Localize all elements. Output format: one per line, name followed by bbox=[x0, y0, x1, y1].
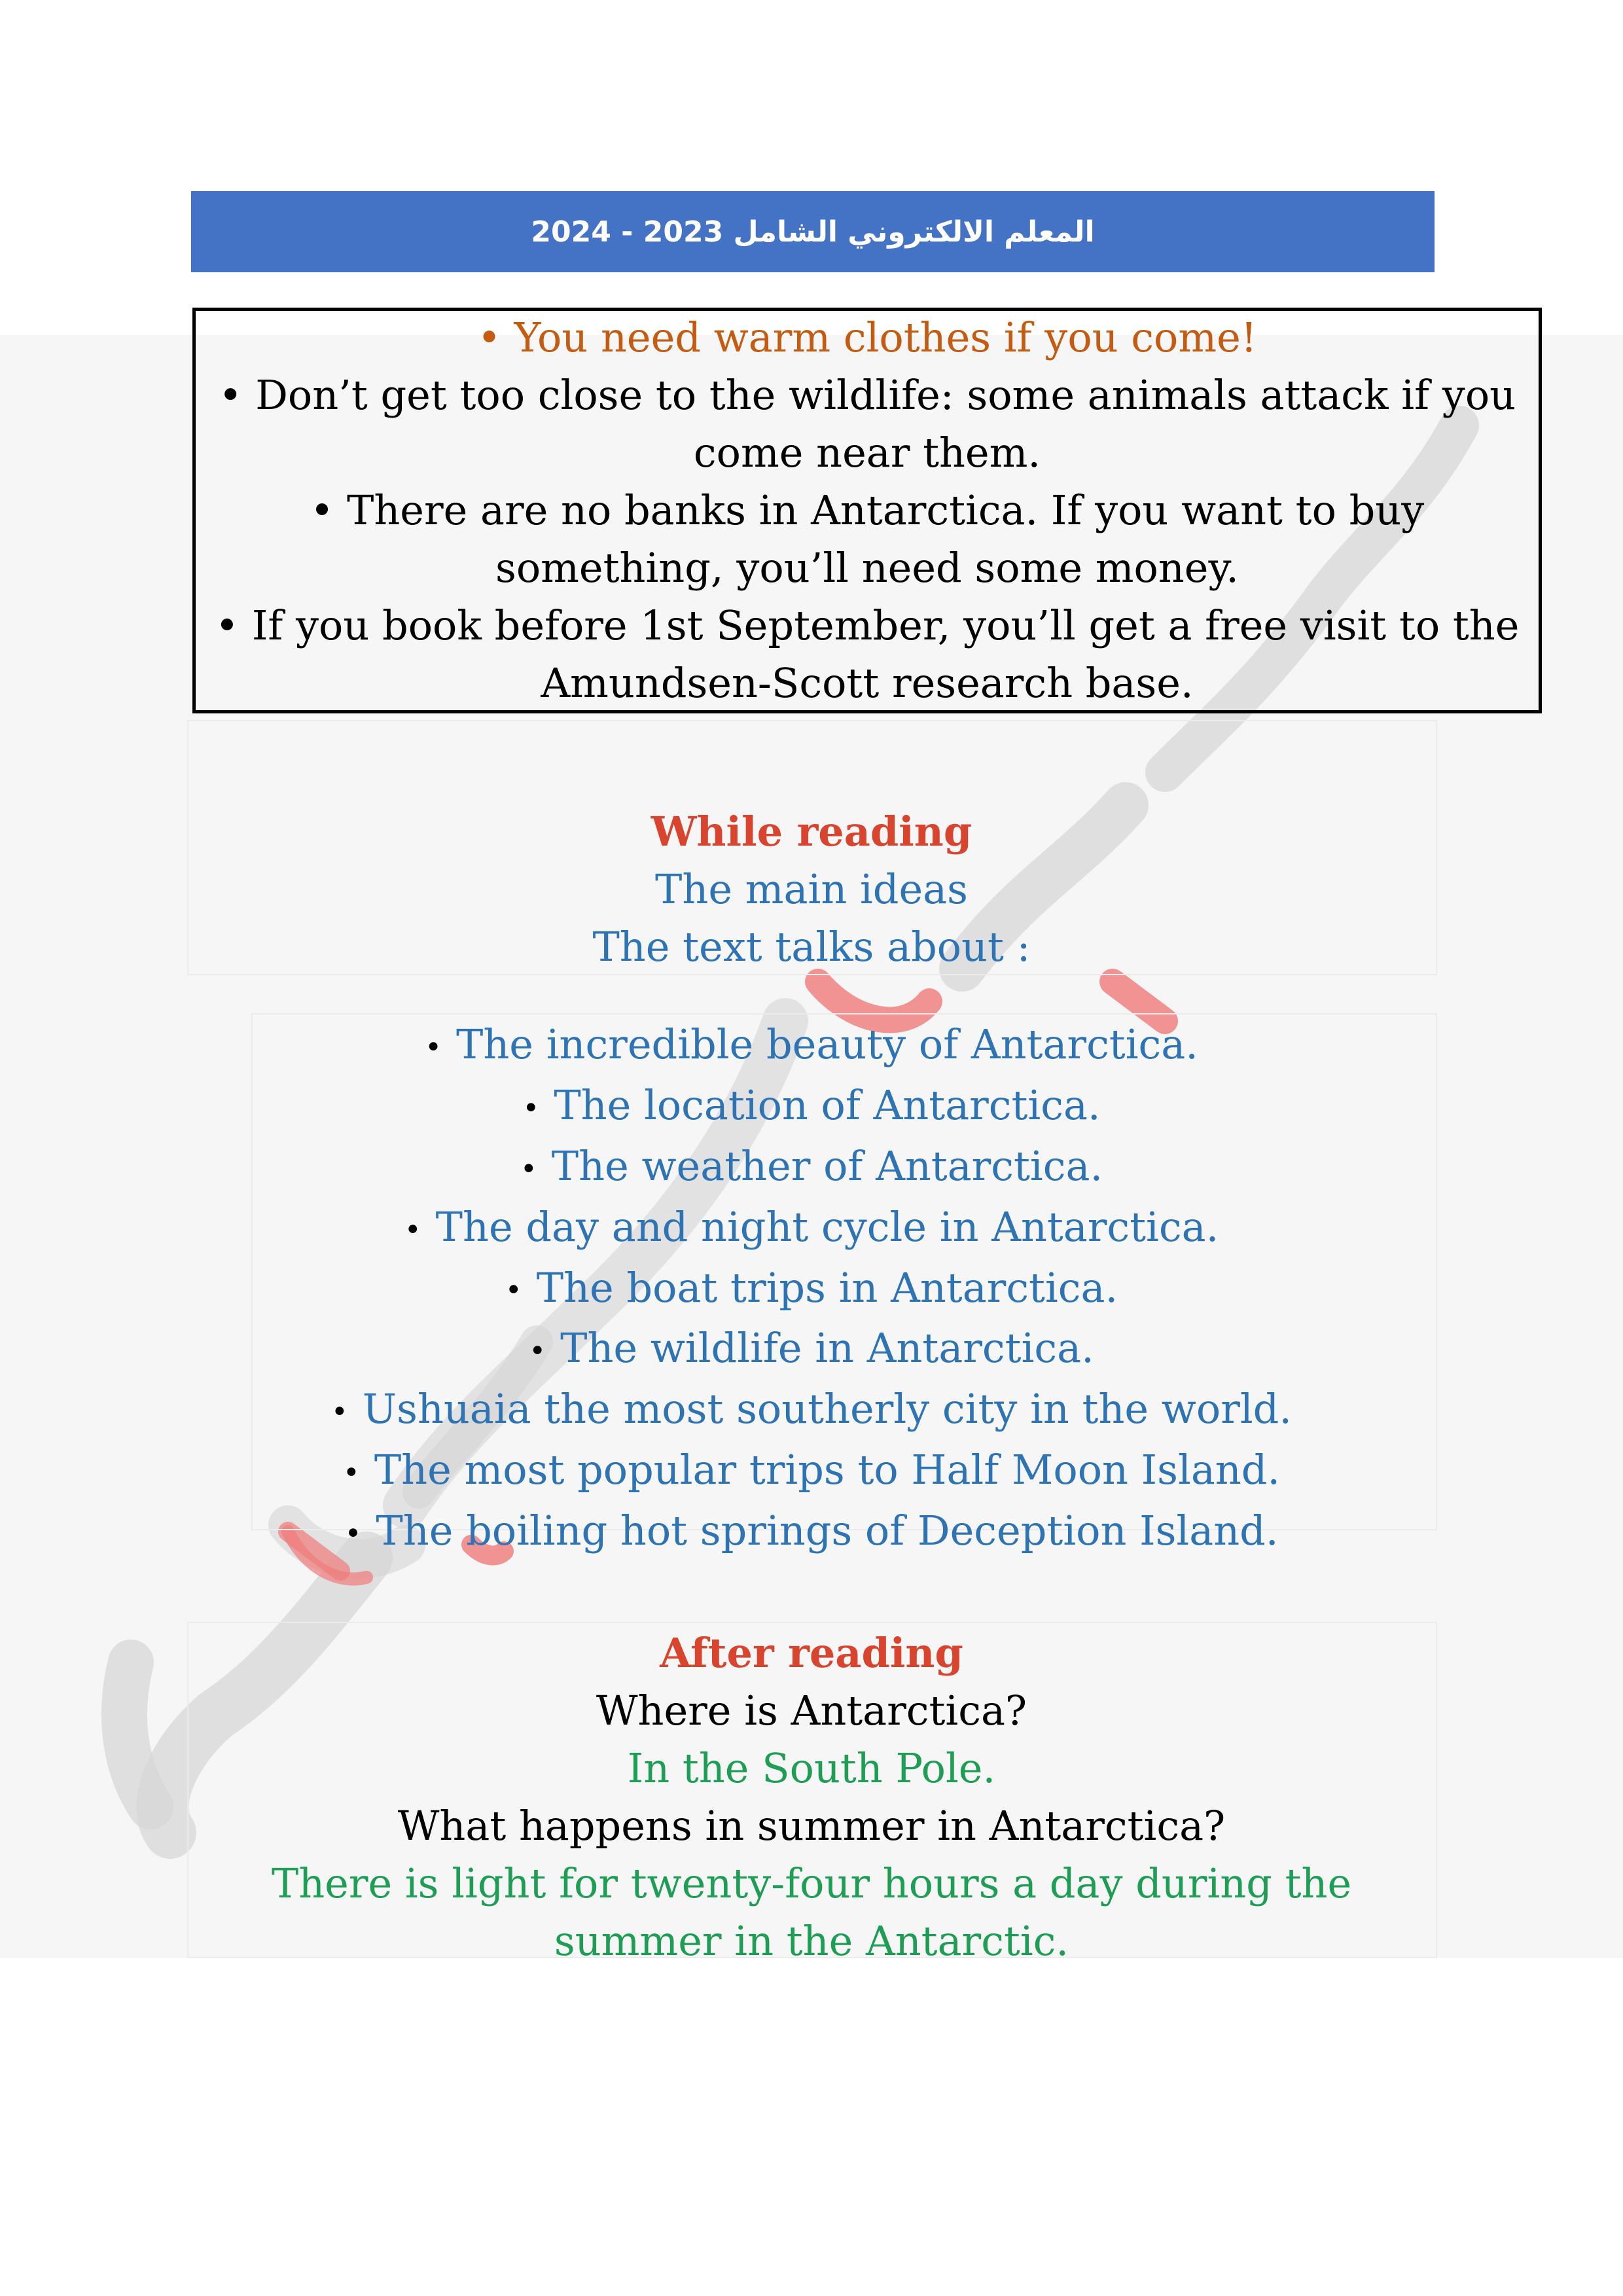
header-title: المعلم الالكتروني الشامل 2023 - 2024 bbox=[531, 215, 1095, 249]
tip-item: • There are no banks in Antarctica. If you want to buy something, you’ll need some money. bbox=[310, 486, 1425, 592]
list-item: • Ushuaia the most southerly city in the world. bbox=[0, 1380, 1623, 1441]
text-talks-about-intro: The text talks about : bbox=[592, 923, 1031, 971]
main-ideas-subheading: The main ideas bbox=[655, 865, 968, 913]
tip-item: • If you book before 1st September, you’ll get a free visit to the Amundsen-Scott research base. bbox=[215, 601, 1520, 707]
list-item: • The boiling hot springs of Deception Island. bbox=[0, 1502, 1623, 1563]
question-2: What happens in summer in Antarctica? bbox=[397, 1802, 1226, 1850]
after-reading-section bbox=[0, 1624, 1623, 1970]
list-item: • The incredible beauty of Antarctica. bbox=[0, 1016, 1623, 1077]
main-ideas-list bbox=[0, 1016, 1623, 1563]
tip-item: • You need warm clothes if you come! bbox=[477, 314, 1257, 361]
tip-item: • Don’t get too close to the wildlife: some animals attack if you come near them. bbox=[218, 371, 1516, 476]
while-reading-heading: While reading bbox=[651, 808, 972, 855]
list-item: • The boat trips in Antarctica. bbox=[0, 1259, 1623, 1320]
tips-box bbox=[192, 308, 1542, 713]
list-item: • The day and night cycle in Antarctica. bbox=[0, 1198, 1623, 1259]
answer-2: There is light for twenty-four hours a day during the summer in the Antarctic. bbox=[271, 1859, 1352, 1965]
after-reading-heading: After reading bbox=[660, 1629, 963, 1677]
while-reading-section bbox=[0, 803, 1623, 976]
list-item: • The most popular trips to Half Moon Island. bbox=[0, 1441, 1623, 1502]
header-banner bbox=[191, 191, 1435, 272]
list-item: • The weather of Antarctica. bbox=[0, 1138, 1623, 1198]
list-item: • The location of Antarctica. bbox=[0, 1077, 1623, 1138]
list-item: • The wildlife in Antarctica. bbox=[0, 1319, 1623, 1380]
answer-1: In the South Pole. bbox=[627, 1744, 996, 1792]
question-1: Where is Antarctica? bbox=[596, 1687, 1027, 1734]
